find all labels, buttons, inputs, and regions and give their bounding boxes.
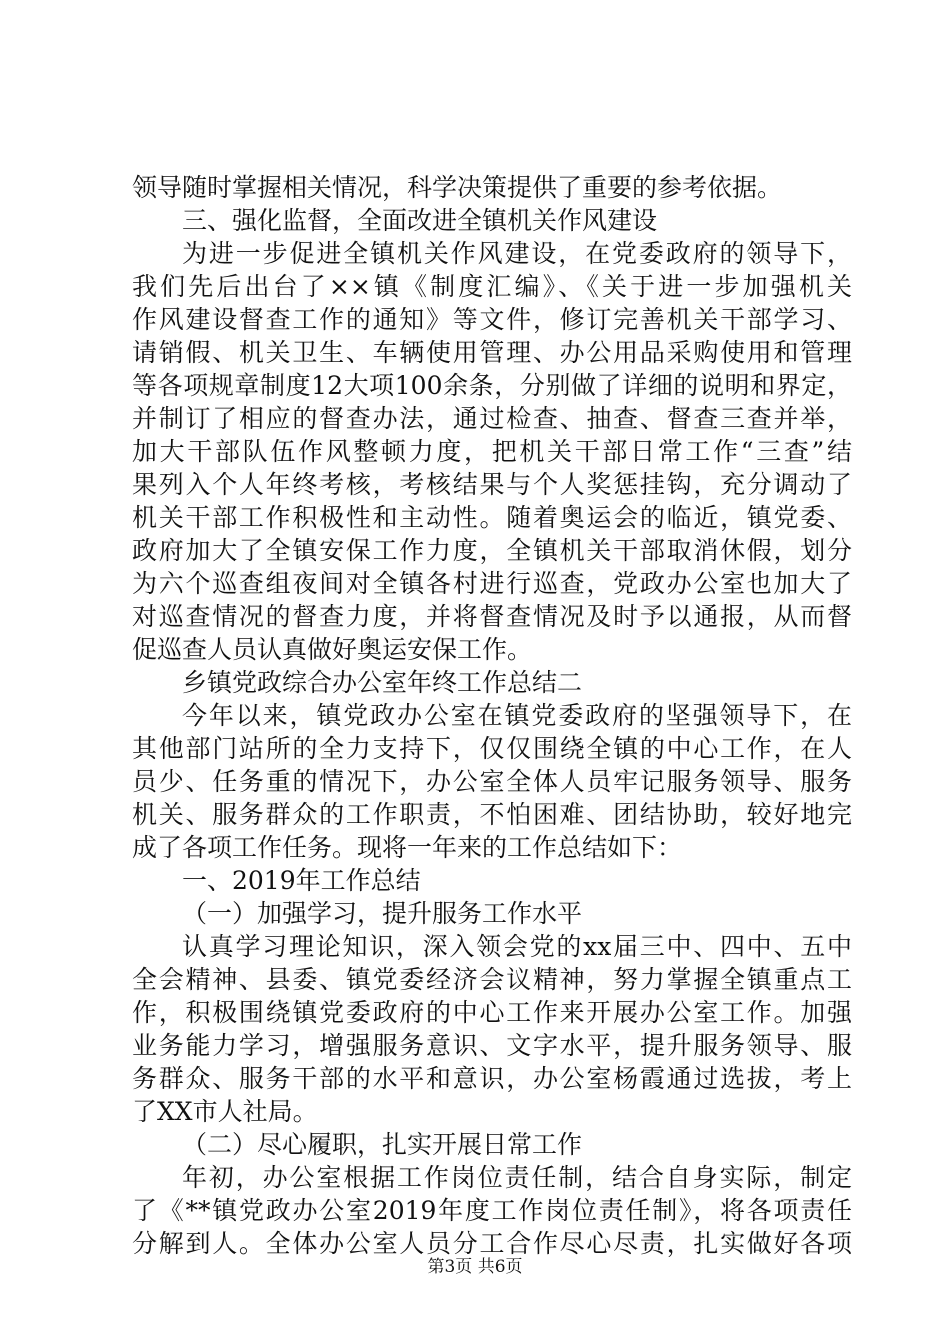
text-line: 一、2019年工作总结	[182, 866, 421, 895]
text-line: 了《**镇党政办公室2019年度工作岗位责任制》，将各项责任	[132, 1196, 852, 1225]
text-line: （二）尽心履职，扎实开展日常工作	[182, 1130, 583, 1159]
text-line: 政府加大了全镇安保工作力度，全镇机关干部取消休假，划分	[132, 536, 852, 565]
text-line: 作风建设督查工作的通知》等文件，修订完善机关干部学习、	[132, 305, 852, 334]
text-line: 员少、任务重的情况下，办公室全体人员牢记服务领导、服务	[132, 767, 852, 796]
text-line: 年初，办公室根据工作岗位责任制，结合自身实际，制定	[182, 1163, 852, 1192]
text-line: 了XX市人社局。	[132, 1097, 318, 1126]
page-number-footer: 第3页 共6页	[427, 1257, 523, 1277]
text-line: 并制订了相应的督查办法，通过检查、抽查、督查三查并举，	[132, 404, 852, 433]
text-line: （一）加强学习，提升服务工作水平	[182, 899, 583, 928]
text-line: 果列入个人年终考核，考核结果与个人奖惩挂钩，充分调动了	[132, 470, 852, 499]
text-line: 等各项规章制度12大项100余条，分别做了详细的说明和界定，	[132, 371, 852, 400]
text-line: 机关、服务群众的工作职责，不怕困难、团结协助，较好地完	[132, 800, 852, 829]
text-line: 今年以来，镇党政办公室在镇党委政府的坚强领导下，在	[182, 701, 852, 730]
text-line: 业务能力学习，增强服务意识、文字水平，提升服务领导、服	[132, 1031, 852, 1060]
text-line: 乡镇党政综合办公室年终工作总结二	[182, 668, 583, 697]
text-line: 其他部门站所的全力支持下，仅仅围绕全镇的中心工作，在人	[132, 734, 852, 763]
text-line: 对巡查情况的督查力度，并将督查情况及时予以通报，从而督	[132, 602, 852, 631]
text-line: 为六个巡查组夜间对全镇各村进行巡查，党政办公室也加大了	[132, 569, 852, 598]
text-line: 为进一步促进全镇机关作风建设，在党委政府的领导下，	[182, 239, 852, 268]
text-line: 三、强化监督，全面改进全镇机关作风建设	[182, 206, 658, 235]
document-body	[132, 171, 852, 1260]
text-line: 请销假、机关卫生、车辆使用管理、办公用品采购使用和管理	[132, 338, 852, 367]
text-line: 机关干部工作积极性和主动性。随着奥运会的临近，镇党委、	[132, 503, 852, 532]
text-line: 分解到人。全体办公室人员分工合作尽心尽责，扎实做好各项	[132, 1229, 852, 1258]
text-line: 成了各项工作任务。现将一年来的工作总结如下：	[132, 833, 683, 862]
text-line: 认真学习理论知识，深入领会党的xx届三中、四中、五中	[182, 932, 852, 961]
text-line: 领导随时掌握相关情况，科学决策提供了重要的参考依据。	[132, 173, 783, 202]
text-line: 我们先后出台了××镇《制度汇编》、《关于进一步加强机关	[132, 272, 852, 301]
text-line: 作，积极围绕镇党委政府的中心工作来开展办公室工作。加强	[132, 998, 852, 1027]
text-line: 全会精神、县委、镇党委经济会议精神，努力掌握全镇重点工	[132, 965, 852, 994]
text-line: 促巡查人员认真做好奥运安保工作。	[132, 635, 533, 664]
text-line: 务群众、服务干部的水平和意识，办公室杨霞通过选拔，考上	[132, 1064, 852, 1093]
text-line: 加大干部队伍作风整顿力度，把机关干部日常工作“三查”结	[132, 437, 852, 466]
